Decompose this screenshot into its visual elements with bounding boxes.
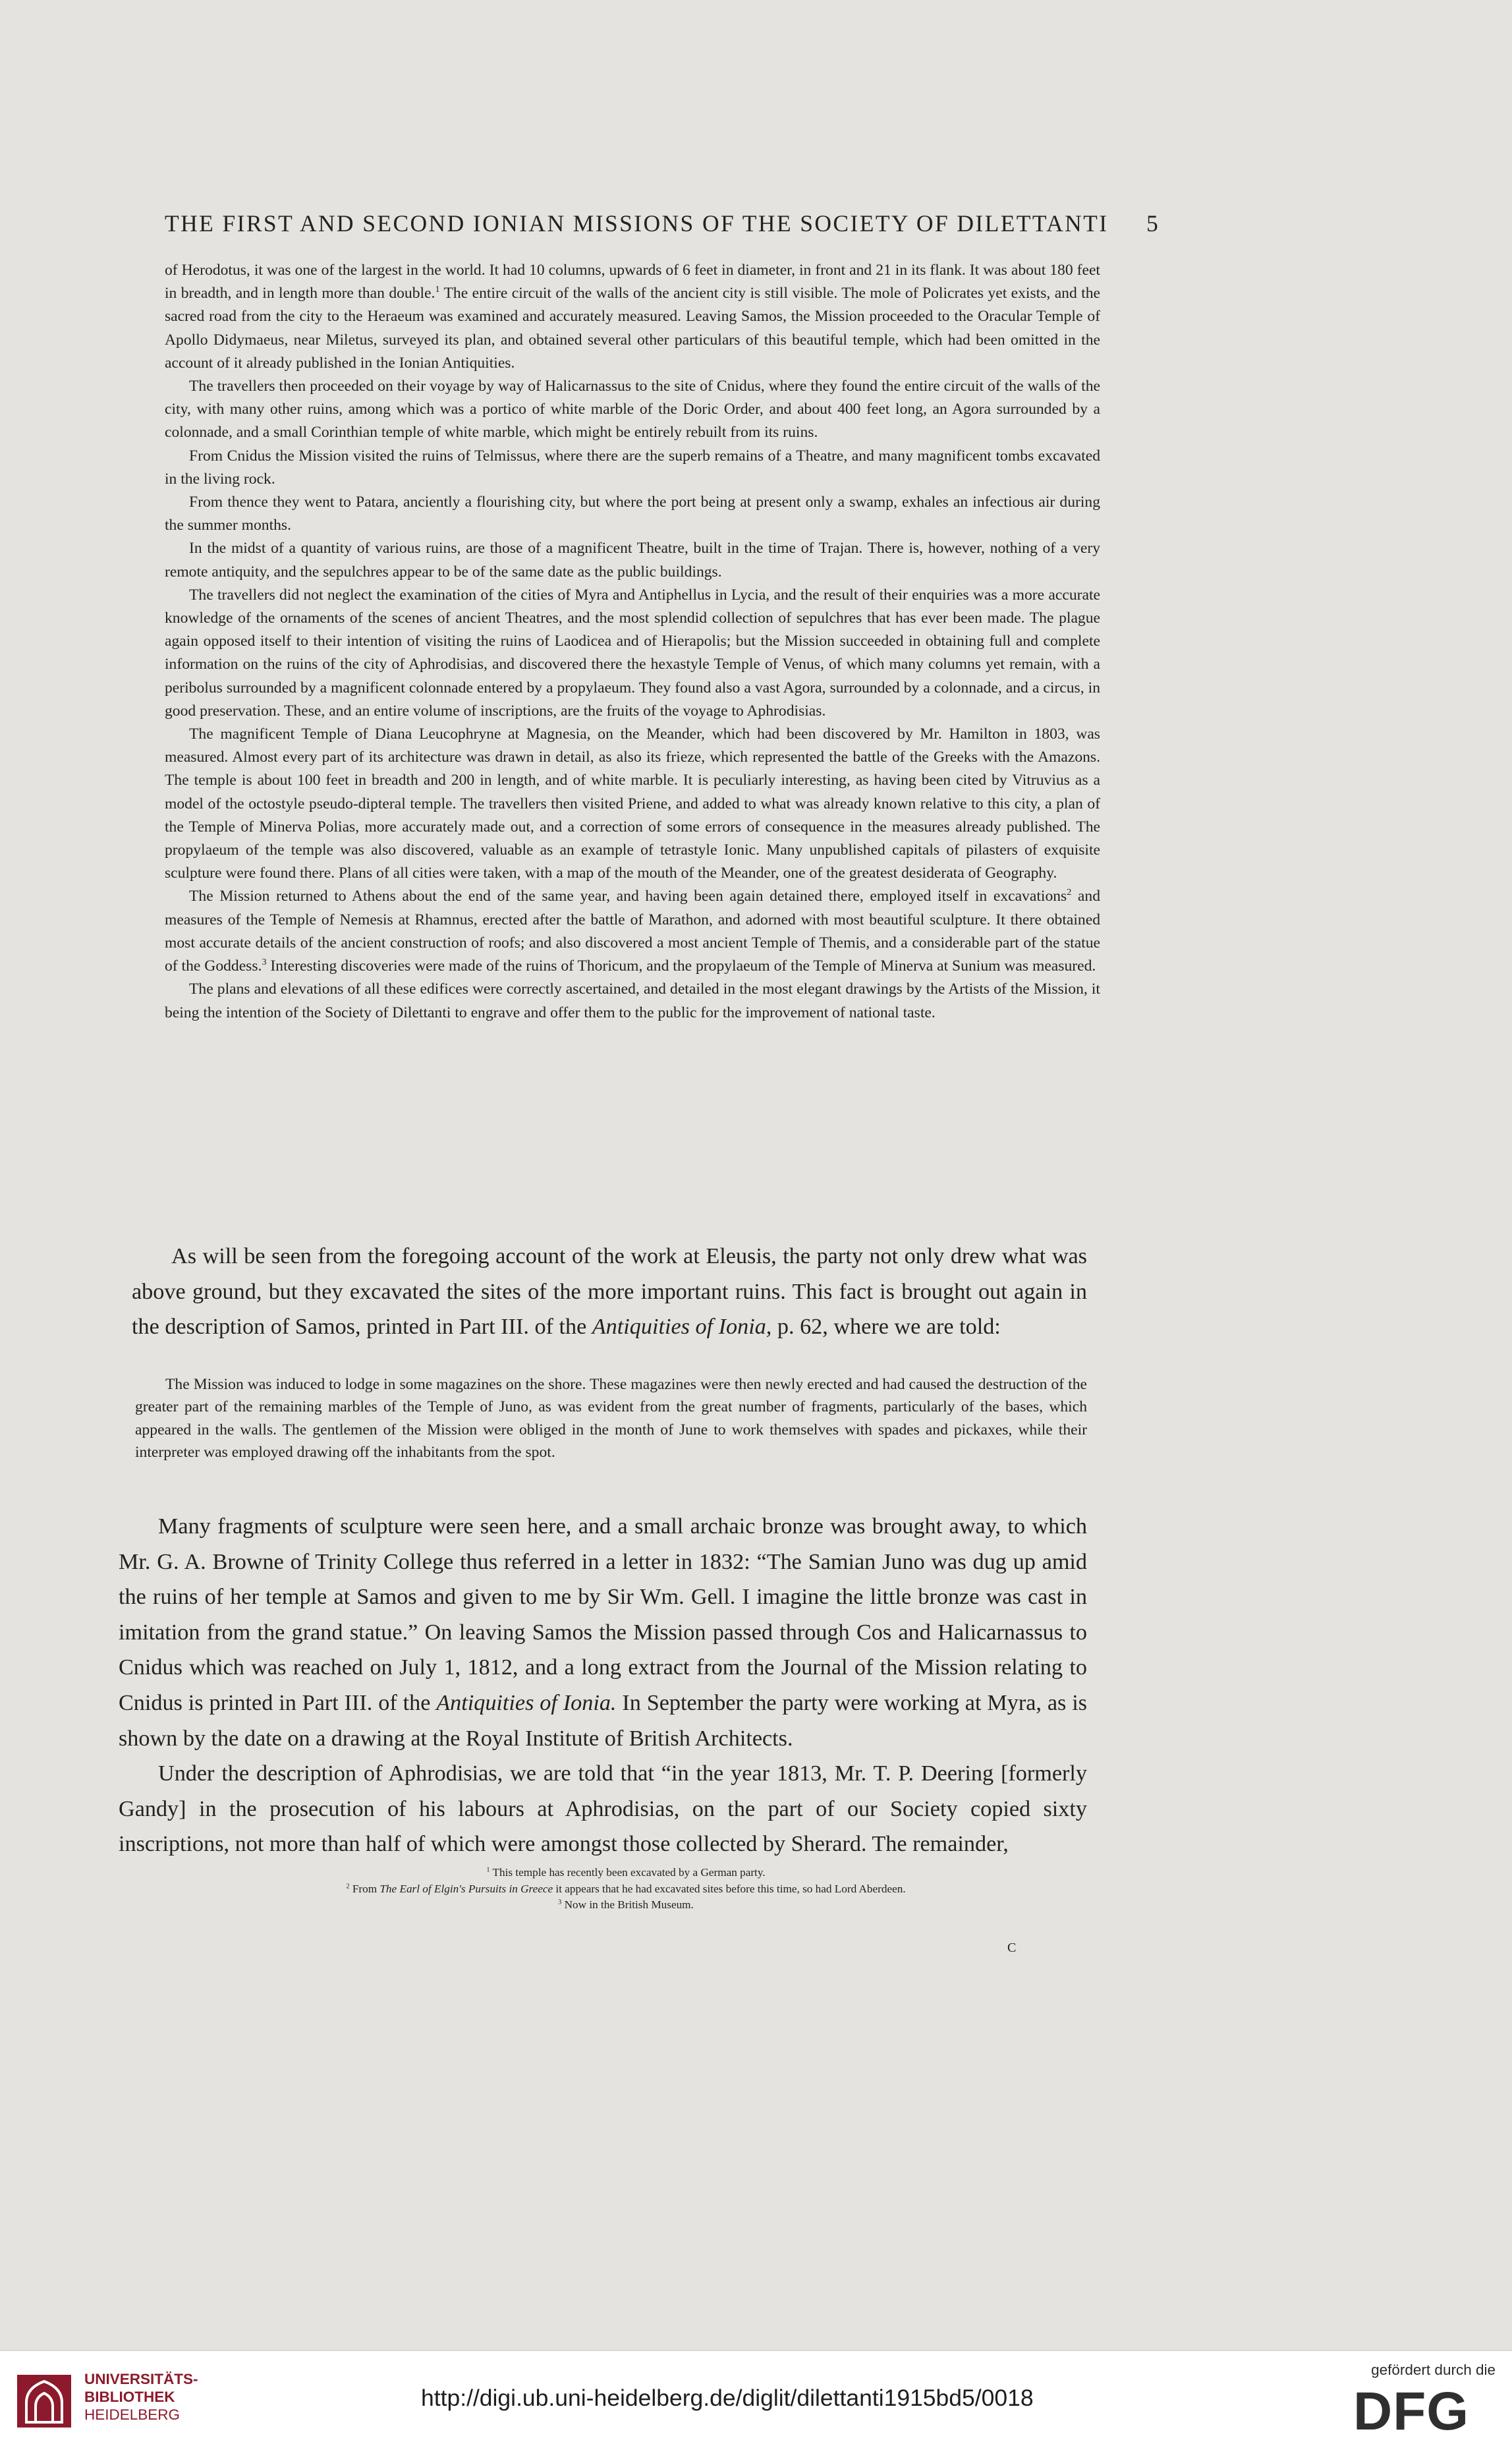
body-text-2: [119, 1509, 1087, 1862]
footnote-ref-2: 2: [1067, 887, 1072, 898]
signature-mark: C: [1007, 1941, 1017, 1955]
footnote-ref-1: 1: [435, 284, 440, 295]
report-paragraph-1: of Herodotus, it was one of the largest in the world. It had 10 columns, upwards of 6 feet in diameter, in front and 21 in its flank. It was about 180 feet in breadth, and in length more than double.$^1$ The entire circuit of the walls of the ancient city is still visible. The mole of Policrates yet exists, and the sacred road from the city to the Heraeum was examined and accurately measured. Leaving Samos, the Mission proceeded to the Oracular Temple of Apollo Didymaeus, near Miletus, surveyed its plan, and obtained several other particulars of this beautiful temple, which had been omitted in the account of it already published in the Ionian Antiquities.: [165, 262, 1100, 372]
page-number: 5: [1146, 210, 1158, 237]
body-text-1: [132, 1239, 1087, 1345]
samos-quote: [135, 1373, 1087, 1464]
body-paragraph-3: Under the description of Aphrodisias, we are told that “in the year 1813, Mr. T. P. Deering [formerly Gandy] in the prosecution of his labours at Aphrodisias, on the part of our Society copied sixty inscriptions, not more than half of which were amongst those collected by Sherard. The remainder,: [119, 1761, 1087, 1857]
report-paragraph-7: The magnificent Temple of Diana Leucophryne at Magnesia, on the Meander, which had been discovered by Mr. Hamilton in 1803, was measured. Almost every part of its architecture was drawn in detail, as also its frieze, which represented the battle of the Greeks with the Amazons. The temple is about 100 feet in breadth and 200 in length, and of white marble. It is peculiarly interesting, as having been cited by Vitruvius as a model of the octostyle pseudo-dipteral temple. The travellers then visited Priene, and added to what was already known relative to this city, a plan of the Temple of Minerva Polias, more accurately made out, and a correction of some errors of consequence in the measures already published. The propylaeum of the temple was also discovered, valuable as an example of tetrastyle Ionic. Many unpublished capitals of pilasters of exquisite sculpture were found there. Plans of all cities were taken, with a map of the mouth of the Meander, one of the greatest desiderata of Geography.: [165, 725, 1100, 882]
running-head-title: THE FIRST AND SECOND IONIAN MISSIONS OF THE SOCIETY OF DILETTANTI: [165, 210, 1109, 237]
quote-paragraph: The Mission was induced to lodge in some magazines on the shore. These magazines were then newly erected and had caused the destruction of the greater part of the remaining marbles of the Temple of Juno, as was evident from the great number of fragments, particularly of the bases, which appeared in the walls. The gentlemen of the Mission were obliged in the month of June to work themselves with spades and pickaxes, while their interpreter was employed drawing off the inhabitants from the spot.: [135, 1376, 1087, 1462]
report-paragraph-6: The travellers did not neglect the examination of the cities of Myra and Antiphellus in Lycia, and the result of their enquiries was a more accurate knowledge of the ornaments of the scenes of ancient Theatres, and the most splendid collection of sepulchres that has ever been made. The plague again opposed itself to their intention of visiting the ruins of Laodicea and of Hierapolis; but the Mission succeeded in obtaining full and complete information on the ruins of the city of Aphrodisias, and discovered there the hexastyle Temple of Venus, of which many columns yet remain, with a peribolus surrounded by a magnificent colonnade entered by a propylaeum. They found also a vast Agora, surrounded by a colonnade, and a circus, in good preservation. These, and an entire volume of inscriptions, are the fruits of the voyage to Aphrodisias.: [165, 586, 1100, 720]
footnote-ref-3: 3: [262, 957, 267, 968]
report-paragraph-9: The plans and elevations of all these edifices were correctly ascertained, and detailed in the most elegant drawings by the Artists of the Mission, it being the intention of the Society of Dilettanti to engrave and offer them to the public for the improvement of national taste.: [165, 980, 1100, 1021]
footnote-3: $^3$ Now in the British Museum.: [558, 1898, 694, 1911]
report-paragraph-8: The Mission returned to Athens about the end of the same year, and having been again detained there, employed itself in excavations$^2$ and measures of the Temple of Nemesis at Rhamnus, erected after the battle of Marathon, and adorned with most beautiful sculpture. It there obtained most accurate details of the ancient construction of roofs; and also discovered a most ancient Temple of Themis, and a considerable part of the statue of the Goddess.$^3$ Interesting discoveries were made of the ruins of Thoricum, and the propylaeum of the Temple of Minerva at Sunium was measured.: [165, 887, 1100, 975]
body-paragraph-2: Many fragments of sculpture were seen here, and a small archaic bronze was brought away, to which Mr. G. A. Browne of Trinity College thus referred in a letter in 1832: “The Samian Juno was dug up amid the ruins of her temple at Samos and given to me by Sir Wm. Gell. I imagine the little bronze was cast in imitation from the grand statue.” On leaving Samos the Mission passed through Cos and Halicarnassus to Cnidus which was reached on July 1, 1812, and a long extract from the Journal of the Mission relating to Cnidus is printed in Part III. of the Antiquities of Ionia. In September the party were working at Myra, as is shown by the date on a drawing at the Royal Institute of British Architects.: [119, 1514, 1087, 1751]
permalink[interactable]: http://digi.ub.uni-heidelberg.de/diglit/dilettanti1915bd5/0018: [421, 2385, 1034, 2411]
dfg-logo[interactable]: DFG: [1353, 2381, 1470, 2441]
funding-note: gefördert durch die: [1371, 2362, 1496, 2378]
report-extract: [165, 259, 1100, 1025]
university-seal-icon[interactable]: [14, 2370, 74, 2429]
library-name[interactable]: UNIVERSITÄTS- BIBLIOTHEK HEIDELBERG: [84, 2371, 198, 2423]
report-paragraph-4: From thence they went to Patara, anciently a flourishing city, but where the port being at present only a swamp, exhales an infectious air during the summer months.: [165, 494, 1100, 534]
footnotes: [165, 1865, 1087, 1914]
report-paragraph-5: In the midst of a quantity of various ruins, are those of a magnificent Theatre, built in the time of Trajan. There is, however, nothing of a very remote antiquity, and the sepulchres appear to be of the same date as the public buildings.: [165, 540, 1100, 581]
running-head: [165, 210, 1158, 237]
footnote-1: $^1$ This temple has recently been excavated by a German party.: [486, 1866, 766, 1879]
report-paragraph-3: From Cnidus the Mission visited the ruins of Telmissus, where there are the superb remains of a Theatre, and many magnificent tombs excavated in the living rock.: [165, 447, 1100, 488]
footnote-2: $^2$ From The Earl of Elgin's Pursuits in Greece it appears that he had excavated sites before this time, so had Lord Aberdeen.: [346, 1882, 906, 1895]
report-paragraph-2: The travellers then proceeded on their voyage by way of Halicarnassus to the site of Cnidus, where they found the entire circuit of the walls of the city, with many other ruins, among which was a portico of white marble of the Doric Order, and about 400 feet long, an Agora surrounded by a colonnade, and a small Corinthian temple of white marble, which might be entirely rebuilt from its ruins.: [165, 378, 1100, 441]
body-paragraph-1: As will be seen from the foregoing account of the work at Eleusis, the party not only drew what was above ground, but they excavated the sites of the more important ruins. This fact is brought out again in the description of Samos, printed in Part III. of the Antiquities of Ionia, p. 62, where we are told:: [132, 1244, 1087, 1340]
